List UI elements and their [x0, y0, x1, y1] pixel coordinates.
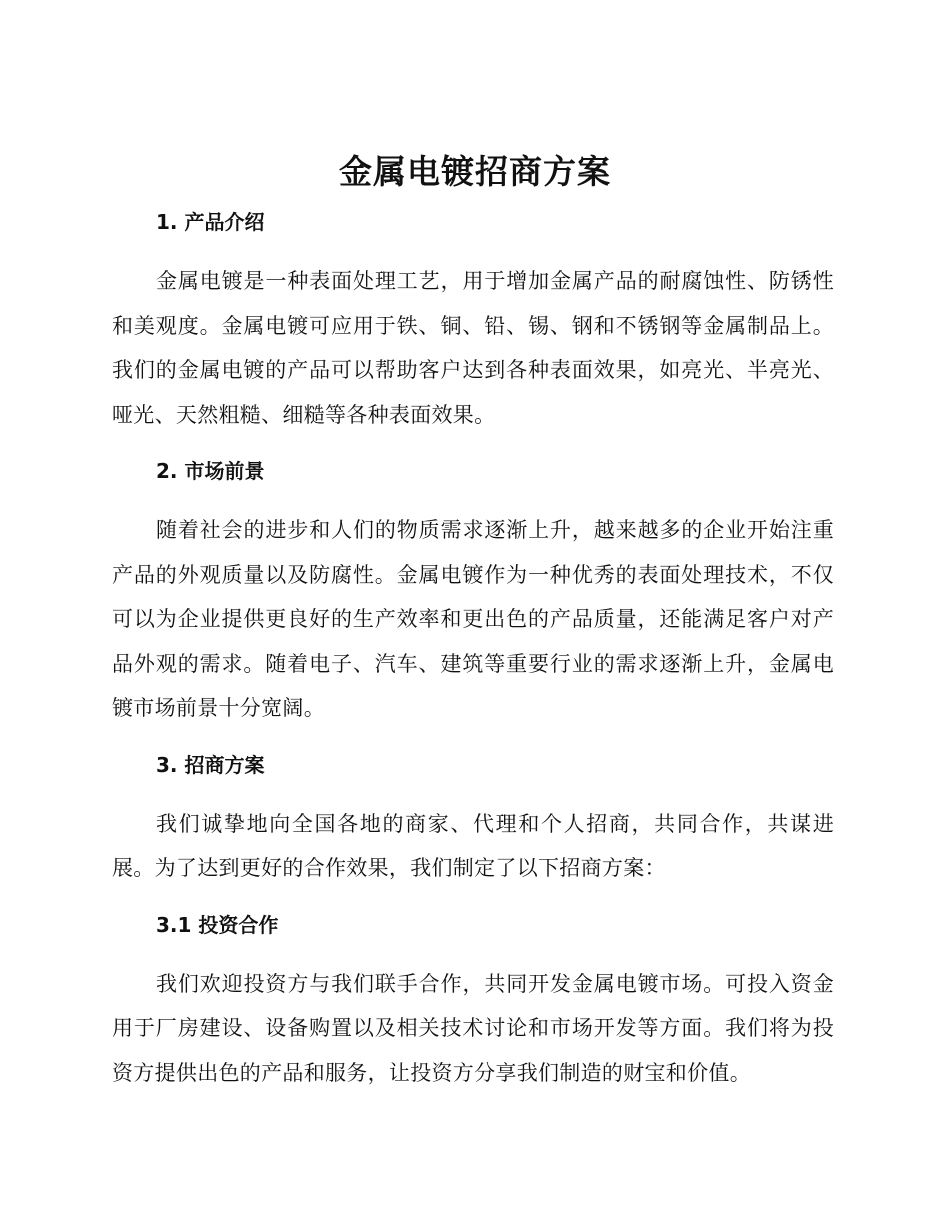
section-heading: 2. 市场前景	[156, 459, 265, 483]
section-paragraph: 我们欢迎投资方与我们联手合作，共同开发金属电镀市场。可投入资金用于厂房建设、设备购置以及相关技术讨论和市场开发等方面。我们将为投资方提供出色的产品和服务，让投资方分享我们制造的财宝和价值。	[112, 971, 834, 1085]
section-paragraph: 金属电镀是一种表面处理工艺，用于增加金属产品的耐腐蚀性、防锈性和美观度。金属电镀可应用于铁、铜、铅、锡、钢和不锈钢等金属制品上。我们的金属电镀的产品可以帮助客户达到各种表面效果，如亮光、半亮光、哑光、天然粗糙、细糙等各种表面效果。	[112, 269, 834, 427]
section-investment-cooperation	[112, 907, 834, 1096]
section-investment-plan	[112, 747, 834, 907]
section-heading: 3. 招商方案	[156, 752, 265, 777]
document-title: 金属电镀招商方案	[339, 152, 611, 191]
section-product-intro	[112, 204, 834, 453]
document-body	[112, 204, 834, 1095]
section-paragraph: 随着社会的进步和人们的物质需求逐渐上升，越来越多的企业开始注重产品的外观质量以及防腐性。金属电镀作为一种优秀的表面处理技术，不仅可以为企业提供更良好的生产效率和更出色的产品质量，还能满足客户对产品外观的需求。随着电子、汽车、建筑等重要行业的需求逐渐上升，金属电镀市场前景十分宽阔。	[112, 518, 834, 720]
section-paragraph: 我们诚挚地向全国各地的商家、代理和个人招商，共同合作，共谋进展。为了达到更好的合作效果，我们制定了以下招商方案：	[112, 811, 834, 880]
section-heading: 3.1 投资合作	[156, 912, 279, 937]
section-heading: 1. 产品介绍	[156, 210, 265, 234]
section-market-outlook	[112, 453, 834, 747]
